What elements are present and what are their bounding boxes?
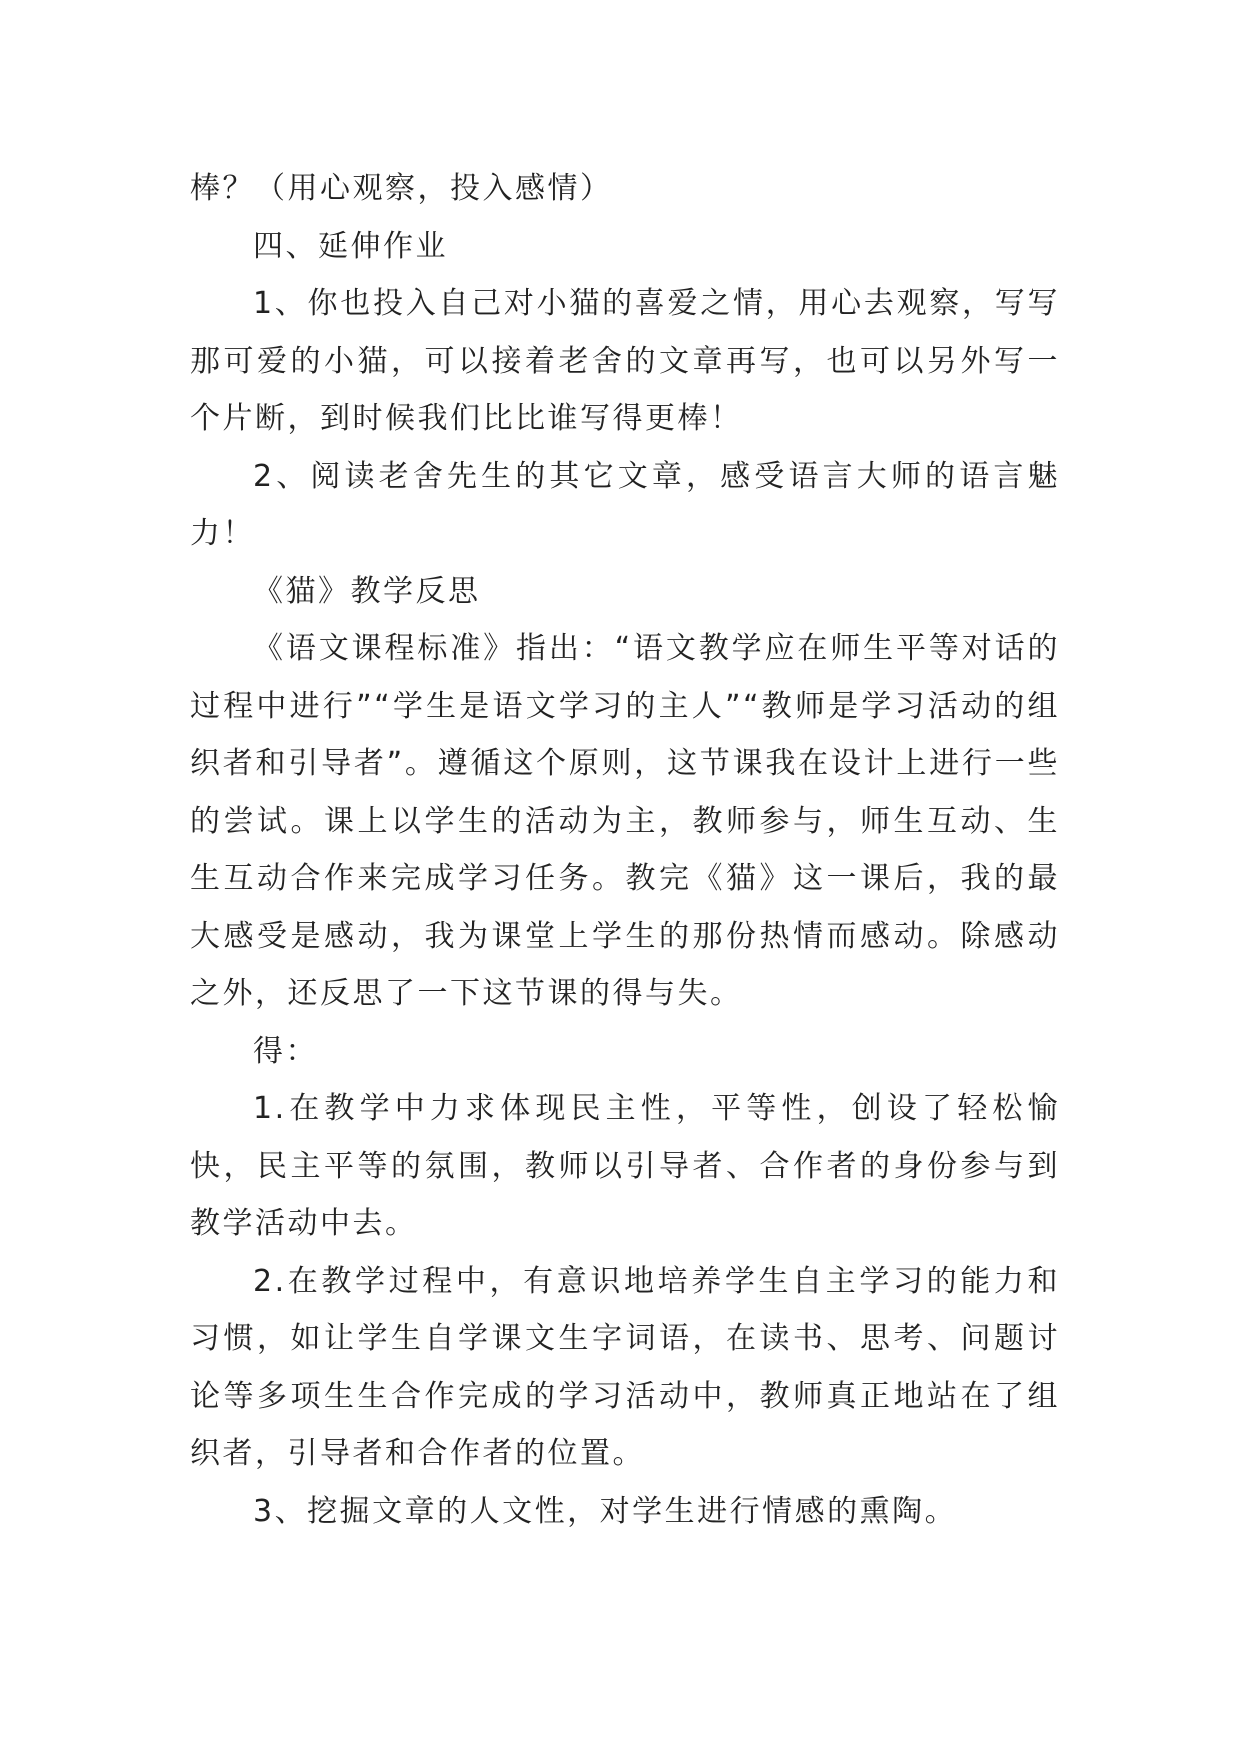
gain-item-1: 1.在教学中力求体现民主性，平等性，创设了轻松愉快，民主平等的氛围，教师以引导者、合作者的身份参与到教学活动中去。 <box>190 1091 1060 1241</box>
reflection-title: 《猫》教学反思 <box>253 573 481 609</box>
gain-item-2: 2.在教学过程中，有意识地培养学生自主学习的能力和习惯，如让学生自学课文生字词语，在读书、思考、问题讨论等多项生生合作完成的学习活动中，教师真正地站在了组织者，引导者和合作者的位置。 <box>190 1263 1060 1471</box>
gains-heading: 得： <box>253 1033 318 1069</box>
gain-item-3: 3、挖掘文章的人文性，对学生进行情感的熏陶。 <box>253 1493 958 1529</box>
paragraph-continuation: 棒？（用心观察，投入感情） <box>190 171 613 206</box>
homework-item-2: 2、阅读老舍先生的其它文章，感受语言大师的语言魅力！ <box>190 458 1060 551</box>
reflection-intro-paragraph: 《语文课程标准》指出：“语文教学应在师生平等对话的过程中进行”“学生是语文学习的主人”“教师是学习活动的组织者和引导者”。遵循这个原则，这节课我在设计上进行一些的尝试。课上以学生的活动为主，教师参与，师生互动、生生互动合作来完成学习任务。教完《猫》这一课后，我的最大感受是感动，我为课堂上学生的那份热情而感动。除感动之外，还反思了一下这节课的得与失。 <box>190 631 1060 1011</box>
document-body <box>190 160 1060 1540</box>
homework-item-1: 1、你也投入自己对小猫的喜爱之情，用心去观察，写写那可爱的小猫，可以接着老舍的文章再写，也可以另外写一个片断，到时候我们比比谁写得更棒！ <box>190 286 1060 436</box>
section-heading-extension-homework: 四、延伸作业 <box>253 228 448 264</box>
